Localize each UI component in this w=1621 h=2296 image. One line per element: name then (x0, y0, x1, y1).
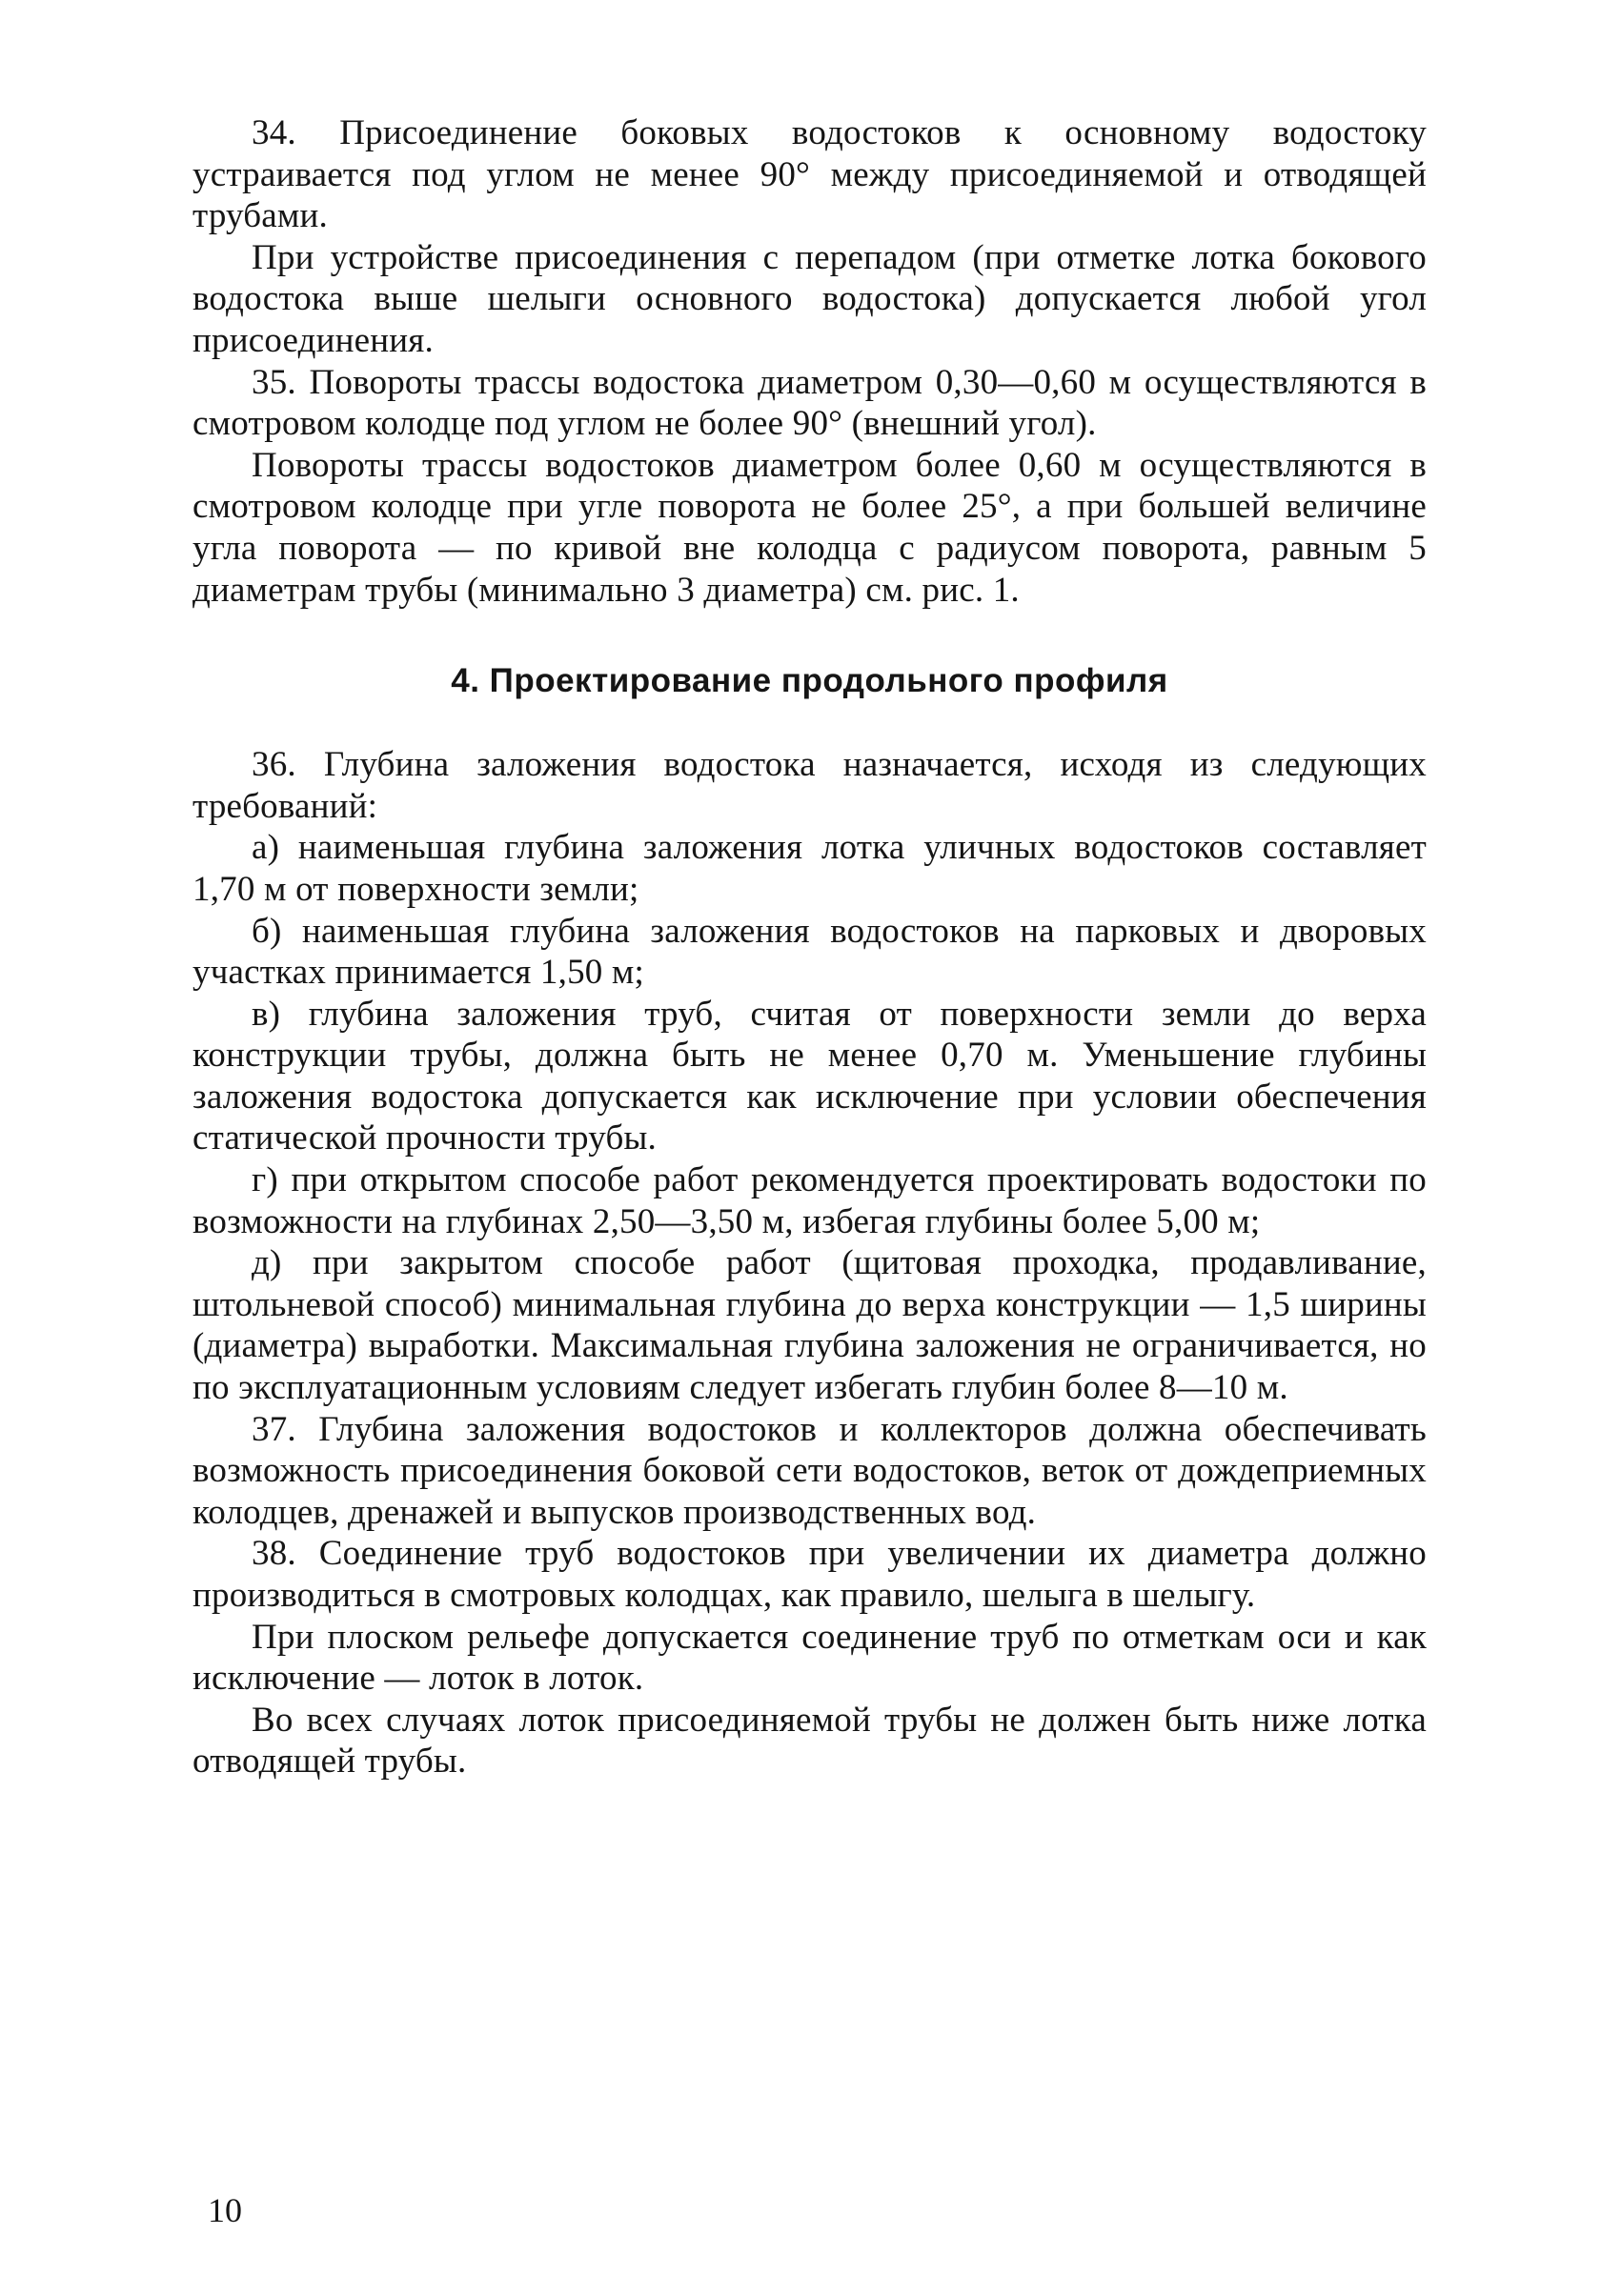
page-body (192, 112, 1427, 1782)
paragraph-38-flat-relief: При плоском рельефе допускается соединение труб по отметкам оси и как исключение — лоток в лоток. (192, 1617, 1427, 1699)
requirement-d: д) при закрытом способе работ (щитовая проходка, продавливание, штольневой способ) минимальная глубина до верха конструкции — 1,5 ширины (диаметра) выработки. Максимальная глубина заложения не ограничивается, но по эксплуатационным условиям следует избегать глубин более 8—10 м. (192, 1243, 1427, 1408)
requirement-b: б) наименьшая глубина заложения водостоков на парковых и дворовых участках принимается 1,50 м; (192, 911, 1427, 993)
requirement-a: а) наименьшая глубина заложения лотка уличных водостоков составляет 1,70 м от поверхности земли; (192, 828, 1427, 909)
paragraph-38-all-cases: Во всех случаях лоток присоединяемой трубы не должен быть ниже лотка отводящей трубы. (192, 1700, 1427, 1782)
section-heading: 4. Проектирование продольного профиля (451, 662, 1168, 700)
paragraph-35: 35. Повороты трассы водостока диаметром 0,30—0,60 м осуществляются в смотровом колодце под углом не более 90° (внешний угол). (192, 362, 1427, 444)
requirement-g: г) при открытом способе работ рекомендуется проектировать водостоки по возможности на глубинах 2,50—3,50 м, избегая глубины более 5,00 м; (192, 1160, 1427, 1241)
paragraph-35-turns: Повороты трассы водостоков диаметром более 0,60 м осуществляются в смотровом колодце при угле поворота не более 25°, а при большей величине угла поворота — по кривой вне колодца с радиусом поворота, равным 5 диаметрам трубы (минимально 3 диаметра) см. рис. 1. (192, 445, 1427, 610)
page-number: 10 (208, 2191, 242, 2229)
requirement-v: в) глубина заложения труб, считая от поверхности земли до верха конструкции трубы, должна быть не менее 0,70 м. Уменьшение глубины заложения водостока допускается как исключение при условии обеспечения статической прочности трубы. (192, 994, 1427, 1158)
paragraph-34-junction: При устройстве присоединения с перепадом (при отметке лотка бокового водостока выше шелыги основного водостока) допускается любой угол присоединения. (192, 237, 1427, 360)
paragraph-38: 38. Соединение труб водостоков при увеличении их диаметра должно производиться в смотровых колодцах, как правило, шелыга в шелыгу. (192, 1534, 1427, 1615)
paragraph-36: 36. Глубина заложения водостока назначается, исходя из следующих требований: (192, 745, 1427, 826)
paragraph-37: 37. Глубина заложения водостоков и коллекторов должна обеспечивать возможность присоединения боковой сети водостоков, веток от дождеприемных колодцев, дренажей и выпусков производственных вод. (192, 1409, 1427, 1532)
paragraph-34: 34. Присоединение боковых водостоков к основному водостоку устраивается под углом не менее 90° между присоединяемой и отводящей трубами. (192, 113, 1427, 236)
